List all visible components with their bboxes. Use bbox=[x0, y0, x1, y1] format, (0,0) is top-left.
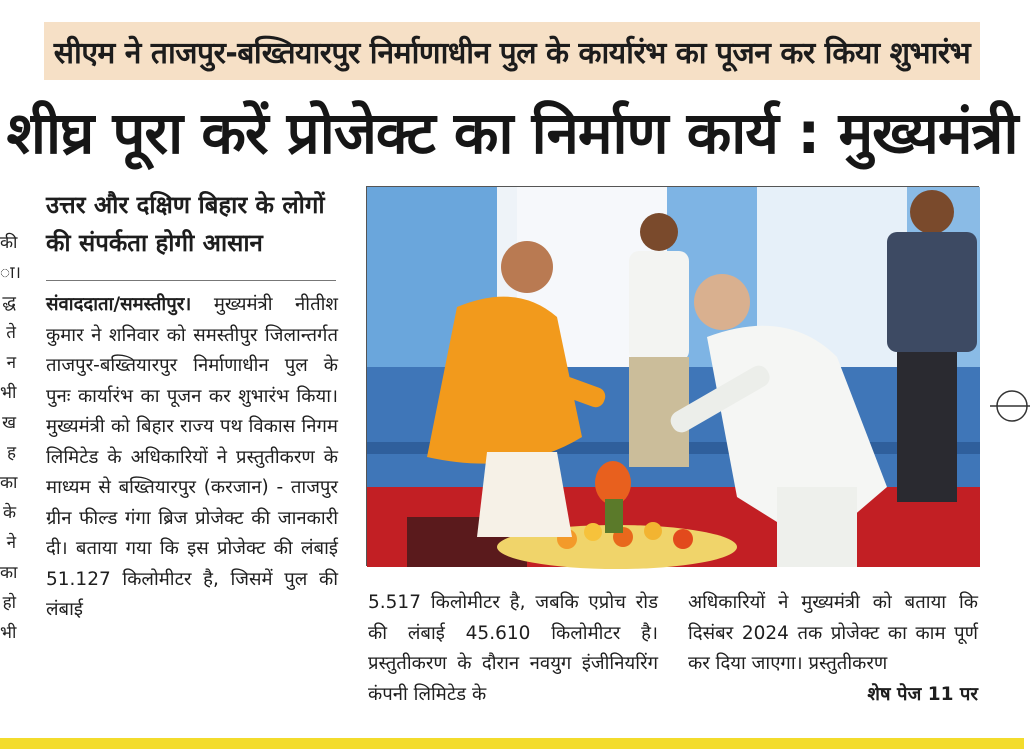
fragment-line: ते bbox=[6, 323, 16, 343]
fragment-line: की bbox=[0, 233, 18, 253]
fragment-line: ने bbox=[6, 533, 16, 553]
divider bbox=[46, 280, 336, 281]
bottom-color-bar bbox=[0, 738, 1024, 749]
news-photo bbox=[366, 186, 979, 566]
fragment-line: भी bbox=[0, 383, 17, 403]
fragment-line: हो bbox=[2, 593, 16, 613]
article-column-2: 5.517 किलोमीटर है, जबकि एप्रोच रोड की लंबाई 45.610 किलोमीटर है। प्रस्तुतीकरण के दौरान नवयुग इंजीनियरिंग कंपनी लिमिटेड के bbox=[368, 592, 658, 705]
fragment-line: ह bbox=[6, 443, 16, 463]
fragment-line: के bbox=[2, 503, 16, 523]
article-column-3 bbox=[688, 588, 978, 710]
byline: संवाददाता/समस्तीपुर। bbox=[46, 294, 192, 315]
headline: शीघ्र पूरा करें प्रोजेक्ट का निर्माण कार्य : मुख्यमंत्री bbox=[6, 98, 1018, 167]
column-1-text: मुख्यमंत्री नीतीश कुमार ने शनिवार को समस्तीपुर जिलान्तर्गत ताजपुर-बख्तियारपुर निर्माणाधीन पुल के पुनः कार्यारंभ का पूजन कर शुभारंभ किया। मुख्यमंत्री को बिहार राज्य पथ विकास निगम लिमिटेड के अधिकारियों ने प्रस्तुतीकरण के माध्यम से बख्तियारपुर (करजान) - ताजपुर ग्रीन फील्ड गंगा ब्रिज प्रोजेक्ट की जानकारी दी। बताया गया कि इस प्रोजेक्ट की लंबाई 51.127 किलोमीटर है, जिसमें पुल की लंबाई bbox=[46, 294, 338, 620]
subhead-line: की संपर्कता होगी आसान bbox=[46, 229, 263, 257]
fragment-line: का bbox=[0, 563, 18, 583]
article-column-1 bbox=[46, 290, 338, 626]
fragment-line: का bbox=[0, 473, 18, 493]
adjacent-column-fragment bbox=[0, 228, 21, 648]
continued-on-page: शेष पेज 11 पर bbox=[867, 683, 978, 705]
photo-illustration bbox=[367, 187, 980, 567]
fragment-line: न bbox=[6, 353, 16, 373]
registration-mark-icon bbox=[990, 386, 1030, 426]
column-3-text: अधिकारियों ने मुख्यमंत्री को बताया कि दिसंबर 2024 तक प्रोजेक्ट का काम पूर्ण कर दिया जाएगा। प्रस्तुतीकरण bbox=[688, 592, 978, 674]
subheadline bbox=[46, 186, 338, 262]
fragment-line: ख bbox=[2, 413, 16, 433]
fragment-line: ा। bbox=[0, 263, 21, 283]
fragment-line: द्ध bbox=[2, 293, 16, 313]
kicker-banner: सीएम ने ताजपुर-बख्तियारपुर निर्माणाधीन पुल के कार्यारंभ का पूजन कर किया शुभारंभ bbox=[44, 22, 980, 80]
fragment-line: भी bbox=[0, 623, 17, 643]
subhead-line: उत्तर और दक्षिण बिहार के लोगों bbox=[46, 191, 325, 219]
